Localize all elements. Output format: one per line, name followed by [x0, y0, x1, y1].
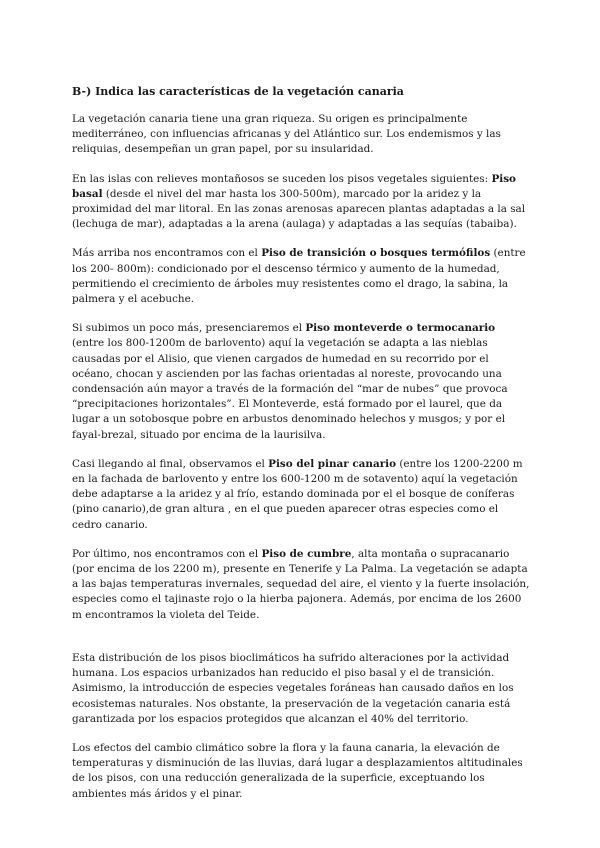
text-run: En las islas con relieves montañosos se suceden los pisos vegetales siguientes: — [72, 172, 492, 185]
document-body — [72, 84, 530, 816]
bold-term: Piso basal — [72, 172, 516, 200]
bold-term: Piso del pinar canario — [268, 457, 397, 470]
text-run: (entre los 1200-2200 m en la fachada de barlovento y entre los 600-1200 m de sotavento) aquí la vegetación debe adaptarse a la aridez y al frío, estando dominada por el el bosque de coníferas (pino canario),de gran altura , en el que pueden aparecer otras especies como el cedro canario. — [72, 457, 523, 531]
bold-term: Piso de cumbre — [261, 547, 352, 560]
text-run: (desde el nivel del mar hasta los 300-500m), marcado por la aridez y la proximidad del mar litoral. En las zonas arenosas aparecen plantas adaptadas a la sal (lechuga de mar), adaptadas a la arena (aulaga) y adaptadas a las sequías (tabaiba). — [72, 187, 526, 231]
paragraph — [72, 246, 530, 307]
text-run: Casi llegando al final, observamos el — [72, 457, 269, 470]
text-run: La vegetación canaria tiene una gran riqueza. Su origen es principalmente mediterráneo, con influencias africanas y del Atlántico sur. Los endemismos y las reliquias, desempeñan un gran papel, por su insularidad. — [72, 113, 501, 156]
text-run: (entre los 800-1200m de barlovento) aquí la vegetación se adapta a las nieblas causadas por el Alisio, que vienen cargados de humedad en su recorrido por el océano, chocan y ascienden por las fachas orientadas al noreste, provocando una condensación aún mayor a través de la formación del “mar de nubes” que provoca “precipitaciones horizontales”. El Monteverde, está formado por el laurel, que da lugar a un sotobosque pobre en arbustos denominado helechos y musgos; y por el fayal-brezal, situado por encima de la laurisilva. — [72, 337, 508, 441]
text-run: Esta distribución de los pisos bioclimáticos ha sufrido alteraciones por la actividad humana. Los espacios urbanizados han reducido el piso basal y el de transición. Asimismo, la introducción de especies vegetales foráneas han causado daños en los ecosistemas naturales. Nos obstante, la preservación de la vegetación canaria está garantizada por los espacios protegidos que alcanzan el 40% del territorio. — [72, 651, 514, 725]
section-title: B-) Indica las características de la vegetación canaria — [72, 85, 404, 98]
text-run: , alta montaña o supracanario (por encima de los 2200 m), presente en Tenerife y La Palma. La vegetación se adapta a las bajas temperaturas invernales, sequedad del aire, el viento y la fuerte insolación, especies como el tajinaste rojo o la hierba pajonera. Además, por encima de los 2600 m encontramos la violeta del Teide. — [72, 547, 530, 621]
bold-term: Piso monteverde o termocanario — [305, 322, 496, 335]
text-run: Por último, nos encontramos con el — [72, 547, 262, 560]
text-run: Más arriba nos encontramos con el — [72, 247, 262, 260]
paragraph — [72, 112, 530, 158]
paragraph — [72, 547, 530, 623]
paragraph — [72, 172, 530, 233]
bold-term: Piso de transición o bosques termófilos — [261, 247, 491, 260]
paragraph — [72, 741, 530, 802]
paragraph — [72, 321, 530, 443]
text-run: Los efectos del cambio climático sobre la flora y la fauna canaria, la elevación de temperaturas y disminución de las lluvias, dará lugar a desplazamientos altitudinales de los pisos, con una reducción generalizada de la superficie, exceptuando los ambientes más áridos y el pinar. — [72, 741, 523, 800]
text-run: (entre los 200- 800m): condicionado por el descenso térmico y aumento de la humedad, permitiendo el crecimiento de árboles muy resistentes como el drago, la sabina, la palmera y el acebuche. — [72, 247, 526, 306]
paragraph-list — [72, 112, 530, 802]
paragraph — [72, 457, 530, 533]
text-run: Si subimos un poco más, presenciaremos el — [72, 322, 306, 335]
paragraph — [72, 651, 530, 727]
